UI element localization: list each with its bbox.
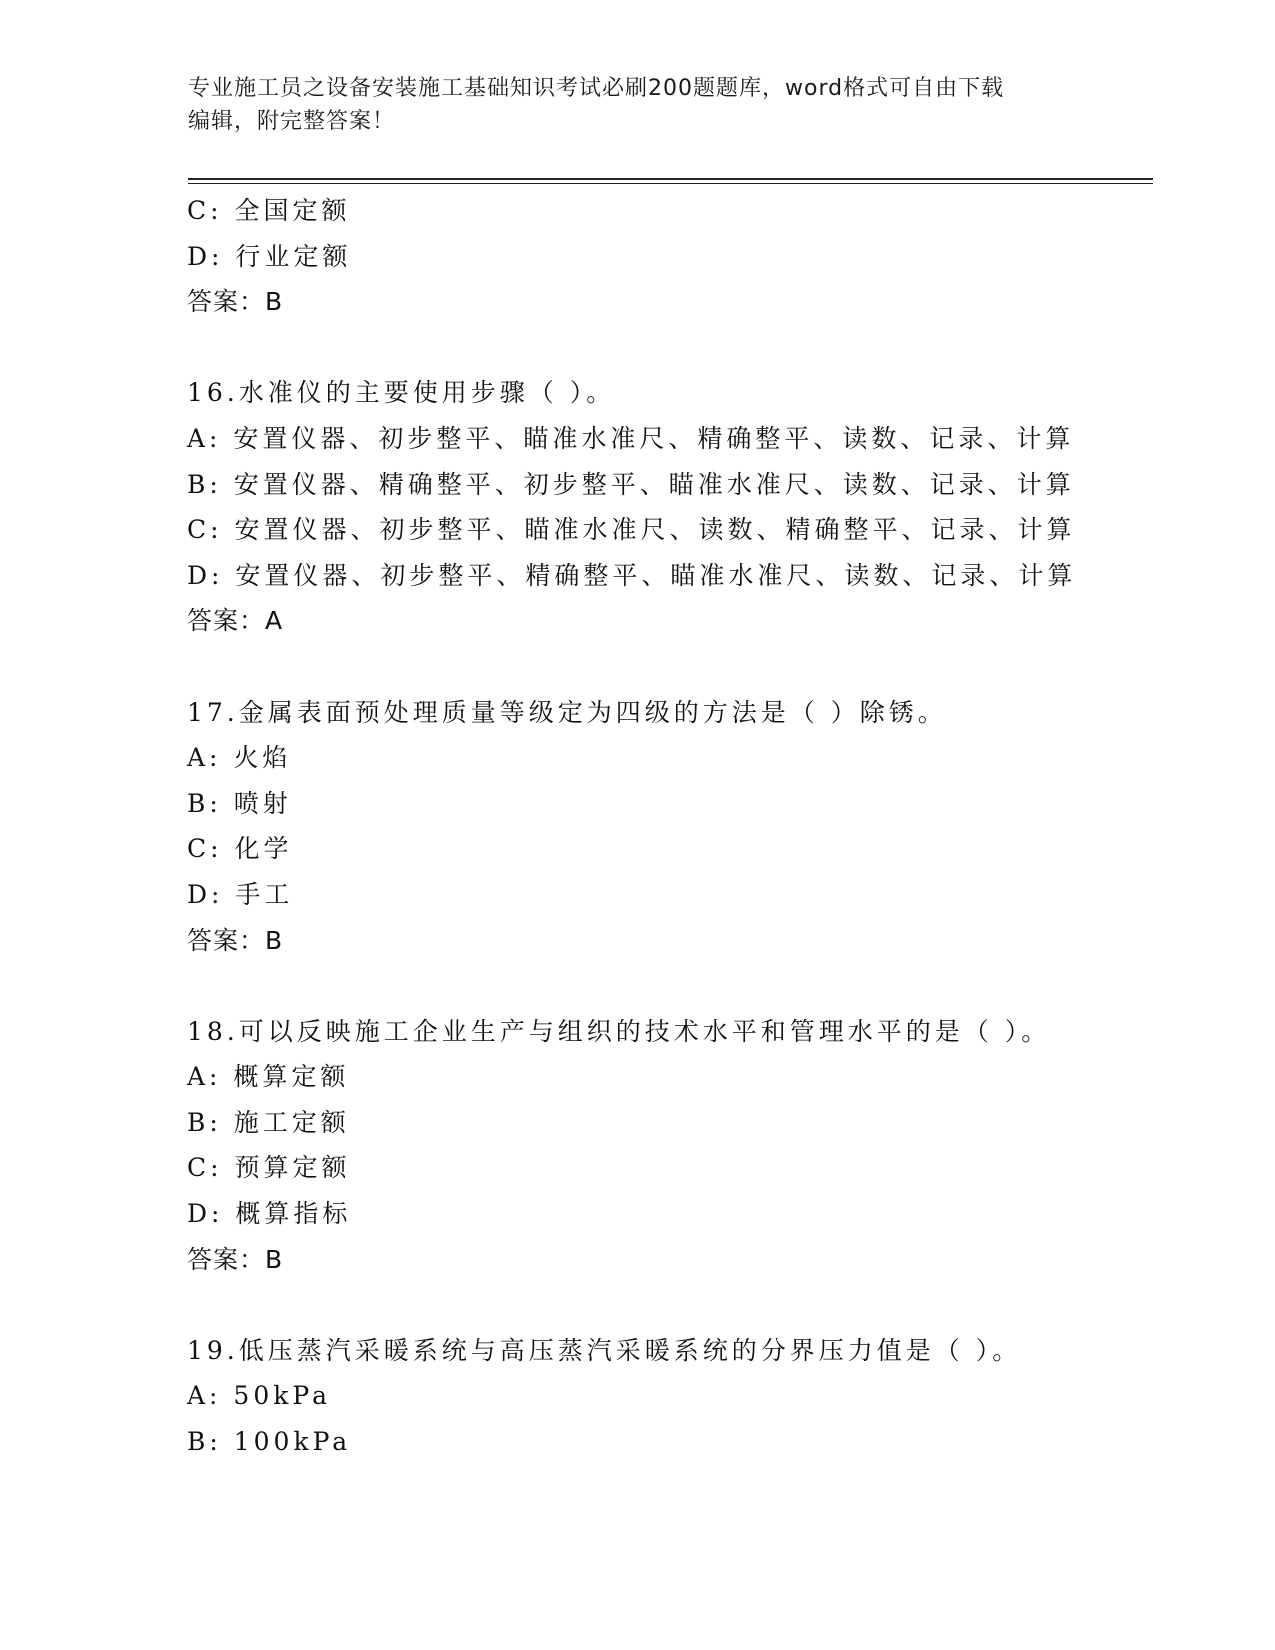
spacer [187, 325, 1147, 371]
document-header [188, 72, 1088, 138]
option-b: B: 安置仪器、精确整平、初步整平、瞄准水准尺、读数、记录、计算 [187, 469, 1075, 499]
question-stem: 18.可以反映施工企业生产与组织的技术水平和管理水平的是（ ）。 [187, 1016, 1051, 1046]
question-block-19 [187, 1328, 1147, 1465]
option-d: D: 行业定额 [187, 241, 352, 271]
option-a: A: 概算定额 [187, 1062, 350, 1092]
answer-line: 答案：B [187, 925, 284, 955]
option-d: D: 安置仪器、初步整平、精确整平、瞄准水准尺、读数、记录、计算 [187, 560, 1077, 590]
answer-line: 答案：B [187, 1244, 284, 1274]
option-b: B: 施工定额 [187, 1107, 350, 1137]
option-c: C: 安置仪器、初步整平、瞄准水准尺、读数、精确整平、记录、计算 [187, 515, 1076, 545]
option-a: A: 火焰 [187, 743, 292, 773]
header-line-1: 专业施工员之设备安装施工基础知识考试必刷200题题库，word格式可自由下载 [188, 76, 1005, 101]
answer-line: 答案：A [187, 606, 284, 636]
question-stem: 17.金属表面预处理质量等级定为四级的方法是（ ）除锈。 [187, 697, 947, 727]
spacer [187, 963, 1147, 1009]
spacer [187, 644, 1147, 690]
option-d: D: 手工 [187, 879, 294, 909]
option-a: A: 50kPa [187, 1381, 331, 1411]
option-c: C: 全国定额 [187, 196, 351, 225]
option-d: D: 概算指标 [187, 1199, 352, 1229]
option-b: B: 100kPa [187, 1427, 352, 1457]
question-block-15 [187, 188, 1147, 325]
question-list [187, 188, 1147, 1465]
option-b: B: 喷射 [187, 788, 292, 818]
option-c: C: 预算定额 [187, 1153, 351, 1183]
option-a: A: 安置仪器、初步整平、瞄准水准尺、精确整平、读数、记录、计算 [187, 423, 1075, 453]
answer-line: 答案：B [187, 287, 284, 317]
header-divider-thick [188, 178, 1153, 180]
option-c: C: 化学 [187, 834, 293, 864]
question-block-18 [187, 1009, 1147, 1283]
question-block-16 [187, 370, 1147, 644]
header-divider-thin [188, 183, 1153, 184]
question-stem: 19.低压蒸汽采暖系统与高压蒸汽采暖系统的分界压力值是（ ）。 [187, 1335, 1022, 1365]
spacer [187, 1282, 1147, 1328]
question-block-17 [187, 690, 1147, 964]
question-stem: 16.水准仪的主要使用步骤（ ）。 [187, 378, 616, 408]
header-line-2: 编辑，附完整答案！ [188, 109, 396, 134]
